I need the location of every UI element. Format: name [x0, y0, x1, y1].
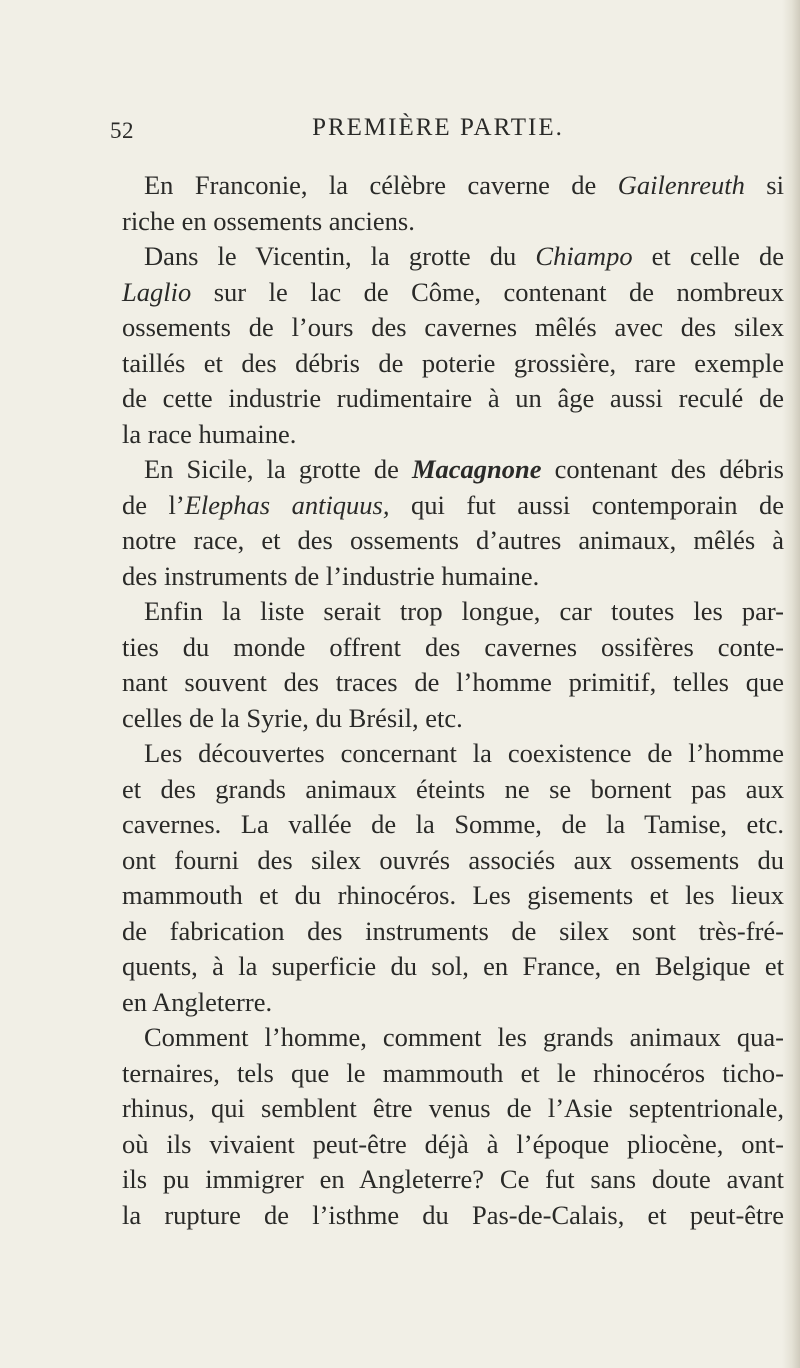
text-line: En Franconie, la célèbre caverne de Gailenreuth si [144, 170, 784, 200]
text-line: ternaires, tels que le mammouth et le rhinocéros ticho- [122, 1057, 784, 1088]
text-line: Laglio sur le lac de Côme, contenant de nombreux [122, 276, 784, 307]
page-edge-shadow [782, 0, 800, 1368]
text-line: et des grands animaux éteints ne se bornent pas aux [122, 773, 784, 804]
text-line: En Sicile, la grotte de Macagnone contenant des débris [144, 454, 784, 484]
place-name: Gailenreuth [617, 170, 745, 200]
text-line: la race humaine. [122, 418, 297, 449]
text-line: cavernes. La vallée de la Somme, de la Tamise, etc. [122, 809, 784, 839]
page-number: 52 [110, 118, 134, 143]
place-name: Macagnone [411, 454, 542, 484]
text-line: de l’Elephas antiquus, qui fut aussi contemporain de [122, 489, 784, 520]
text-line: mammouth et du rhinocéros. Les gisements et les lieux [122, 880, 784, 910]
text-line: en Angleterre. [122, 986, 273, 1017]
body-text [122, 168, 784, 1233]
text-line: Comment l’homme, comment les grands animaux qua- [144, 1022, 784, 1052]
text-line: Enfin la liste serait trop longue, car toutes les par- [144, 596, 784, 626]
text-line: quents, à la superficie du sol, en France, en Belgique et [122, 951, 784, 981]
species-name: Elephas antiquus, [184, 489, 390, 520]
text-line: celles de la Syrie, du Brésil, etc. [122, 702, 463, 733]
text-line: nant souvent des traces de l’homme primitif, telles que [122, 667, 784, 697]
text-line: notre race, et des ossements d’autres animaux, mêlés à [122, 525, 784, 555]
text-line: des instruments de l’industrie humaine. [122, 560, 540, 591]
running-head: PREMIÈRE PARTIE. [312, 114, 564, 141]
text-line: rhinus, qui semblent être venus de l’Asie septentrionale, [122, 1093, 784, 1123]
text-line: ont fourni des silex ouvrés associés aux ossements du [122, 844, 784, 875]
text-line: de cette industrie rudimentaire à un âge aussi reculé de [122, 383, 784, 413]
text-line: de fabrication des instruments de silex sont très-fré- [122, 915, 784, 946]
text-line: où ils vivaient peut-être déjà à l’époque pliocène, ont- [122, 1128, 784, 1159]
text-line: taillés et des débris de poterie grossière, rare exemple [122, 347, 784, 378]
text-line: riche en ossements anciens. [122, 205, 415, 236]
place-name: Laglio [122, 276, 192, 307]
text-line: ossements de l’ours des cavernes mêlés avec des silex [122, 312, 784, 342]
text-line: Dans le Vicentin, la grotte du Chiampo et celle de [144, 241, 785, 271]
place-name: Chiampo [535, 241, 633, 271]
text-line: la rupture de l’isthme du Pas-de-Calais, et peut-être [122, 1199, 784, 1230]
page-header [110, 112, 770, 146]
text-line: Les découvertes concernant la coexistence de l’homme [144, 738, 784, 768]
text-line: ils pu immigrer en Angleterre? Ce fut sans doute avant [122, 1164, 784, 1194]
text-line: ties du monde offrent des cavernes ossifères conte- [122, 631, 784, 662]
